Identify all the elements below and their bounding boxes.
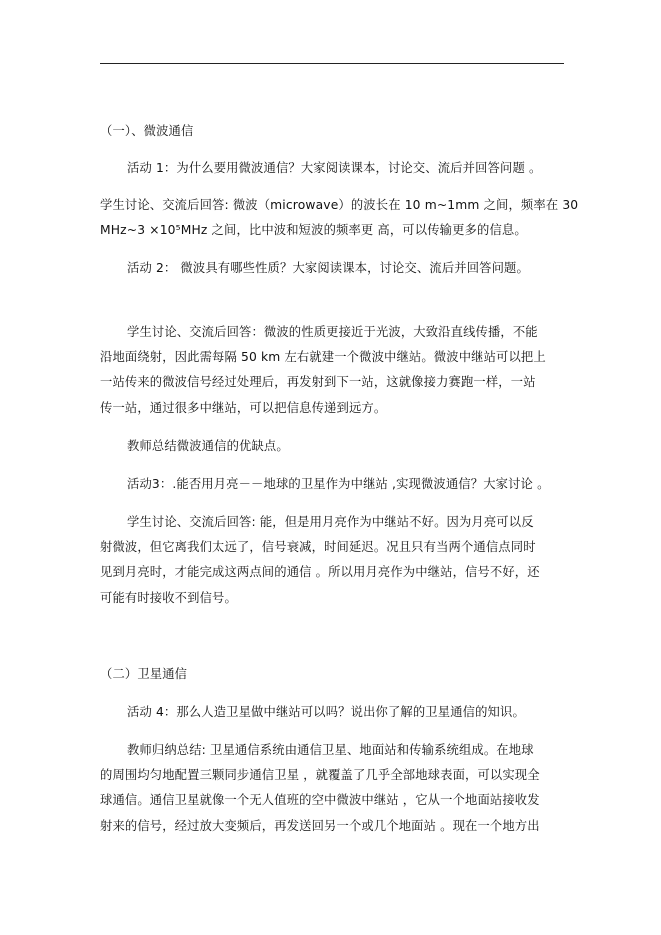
teacher-summary-paragraph: 教师总结微波通信的优缺点。 [127,439,289,453]
activity-2-paragraph: 活动 2： 微波具有哪些性质？大家阅读课本，讨论交、流后并回答问题。 [127,261,529,275]
answer-1-line-2: MHz~3 ×10⁵MHz 之间，比中波和短波的频率更 高，可以传输更多的信息。 [100,223,527,237]
answer-3-line-3: 见到月亮时，才能完成这两点间的通信 。所以用月亮作为中继站，信号不好，还 [100,565,540,579]
teacher-summary-line-2: 的周围均匀地配置三颗同步通信卫星 ，就覆盖了几乎全部地球表面，可以实现全 [100,768,540,782]
teacher-summary-line-3: 球通信。通信卫星就像一个无人值班的空中微波中继站 ，它从一个地面站接收发 [100,793,540,807]
answer-3-line-2: 射微波，但它离我们太远了，信号衰减，时间延迟。况且只有当两个通信点同时 [100,540,536,554]
teacher-summary-line-1: 教师归纳总结: 卫星通信系统由通信卫星、地面站和传输系统组成。在地球 [127,743,534,757]
answer-2-line-3: 一站传来的微波信号经过处理后，再发射到下一站，这就像接力赛跑一样，一站 [100,375,536,389]
section-heading-microwave: （一）、微波通信 [100,124,194,138]
activity-4-paragraph: 活动 4：那么人造卫星做中继站可以吗？说出你了解的卫星通信的知识。 [127,705,525,719]
teacher-summary-line-4: 射来的信号，经过放大变频后，再发送回另一个或几个地面站 。现在一个地方出 [100,819,540,833]
header-rule [100,63,564,64]
answer-3-line-4: 可能有时接收不到信号。 [100,591,237,605]
answer-3-line-1: 学生讨论、交流后回答: 能，但是用月亮作为中继站不好。因为月亮可以反 [127,515,534,529]
section-heading-satellite: （二）卫星通信 [100,667,188,681]
activity-1-paragraph: 活动 1：为什么要用微波通信？大家阅读课本，讨论交、流后并回答问题 。 [127,161,542,175]
answer-1-line-1: 学生讨论、交流后回答: 微波（microwave）的波长在 10 m~1mm 之间，频率在 30 [100,198,579,212]
answer-2-line-2: 沿地面绕射，因此需每隔 50 km 左右就建一个微波中继站。微波中继站可以把上 [100,350,546,364]
activity-3-paragraph: 活动3：.能否用月亮－－地球的卫星作为中继站 ,实现微波通信？大家讨论 。 [127,477,550,491]
answer-2-line-1: 学生讨论、交流后回答：微波的性质更接近于光波，大致沿直线传播，不能 [127,325,538,339]
answer-2-line-4: 传一站，通过很多中继站，可以把信息传递到远方。 [100,401,387,415]
